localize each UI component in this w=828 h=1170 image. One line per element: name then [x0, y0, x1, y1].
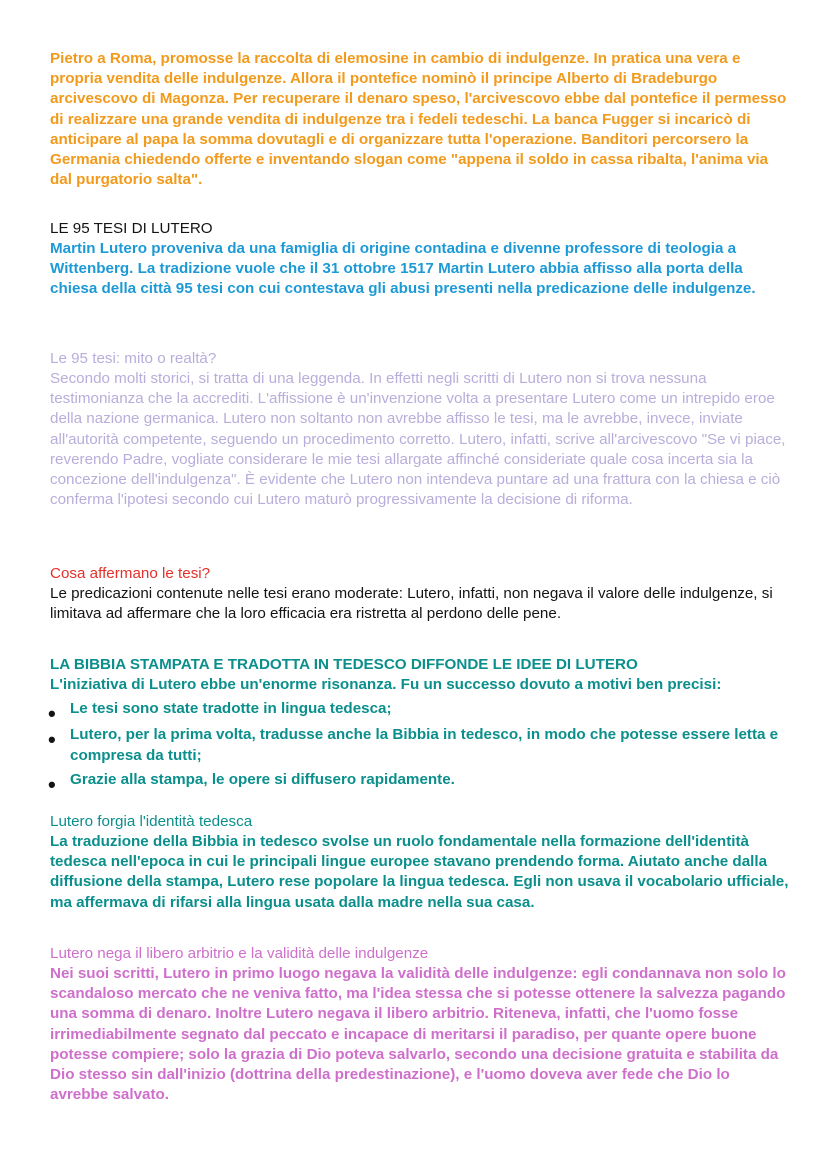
- list-item-text: Grazie alla stampa, le opere si diffusero rapidamente.: [70, 770, 455, 788]
- tesi-heading: LE 95 TESI DI LUTERO: [50, 220, 213, 237]
- affermano-heading: Cosa affermano le tesi?: [50, 565, 211, 582]
- tesi-section: [50, 219, 790, 300]
- mito-paragraph: Secondo molti storici, si tratta di una leggenda. In effetti negli scritti di Lutero non si trova nessuna testimonianza che la accrediti. L'affissione è un'invenzione volta a presentare Lutero come un intrepido eroe della nazione germanica. Lutero non soltanto non avrebbe affisso le tesi, ma le avrebbe, invece, inviate all'autorità competente, seguendo un procedimento corretto. Lutero, infatti, scrive all'arcivescovo "Se vi piace, reverendo Padre, vogliate considerare le mie tesi allargate affinché consideriate quale cosa incerta sia la concezione dell'indulgenza". È evidente che Lutero non intendeva puntare ad una frattura con la chiesa e ciò conferma l'ipotesi secondo cui Lutero maturò progressivamente la decisione di riforma.: [50, 370, 786, 509]
- bullet-icon: •: [48, 771, 56, 797]
- list-item: [48, 699, 790, 727]
- list-item-text: Lutero, per la prima volta, tradusse anche la Bibbia in tedesco, in modo che potesse essere letta e compresa da tutti;: [70, 726, 779, 764]
- identita-heading: Lutero forgia l'identità tedesca: [50, 813, 253, 830]
- tesi-paragraph: Martin Lutero proveniva da una famiglia di origine contadina e divenne professore di teologia a Wittenberg. La tradizione vuole che il 31 ottobre 1517 Martin Lutero abbia affisso alla porta della chiesa della città 95 tesi con cui contestava gli abusi presenti nella predicazione delle indulgenze.: [50, 240, 756, 298]
- identita-section: [50, 812, 790, 913]
- identita-paragraph: La traduzione della Bibbia in tedesco svolse un ruolo fondamentale nella formazione dell'identità tedesca nell'epoca in cui le principali lingue europee stavano prendendo forma. Aiutato anche dalla diffusione della stampa, Lutero rese popolare la lingua tedesca. Egli non usava il vocabolario ufficiale, ma affermava di rifarsi alla lingua usata dalla madre nella sua casa.: [50, 833, 789, 911]
- arbitrio-heading: Lutero nega il libero arbitrio e la validità delle indulgenze: [50, 945, 429, 962]
- bibbia-bullet-list: [48, 699, 790, 797]
- arbitrio-section: [50, 944, 790, 1105]
- bibbia-section: [48, 655, 790, 797]
- bibbia-paragraph: L'iniziativa di Lutero ebbe un'enorme risonanza. Fu un successo dovuto a motivi ben precisi:: [50, 676, 722, 693]
- bibbia-heading: LA BIBBIA STAMPATA E TRADOTTA IN TEDESCO DIFFONDE LE IDEE DI LUTERO: [50, 656, 638, 673]
- mito-section: [50, 349, 790, 510]
- mito-heading: Le 95 tesi: mito o realtà?: [50, 350, 217, 367]
- list-item: [50, 725, 790, 765]
- bullet-icon: •: [48, 727, 56, 753]
- arbitrio-paragraph: Nei suoi scritti, Lutero in primo luogo negava la validità delle indulgenze: egli condannava non solo lo scandaloso mercato che ne veniva fatto, ma l'idea stessa che si potesse ottenere la salvezza pagando una somma di denaro. Inoltre Lutero negava il libero arbitrio. Riteneva, infatti, che l'uomo fosse irrimediabilmente segnato dal peccato e incapace di meritarsi il paradiso, per quante opere buone potesse compiere; solo la grazia di Dio poteva salvarlo, secondo una decisione gratuita e stabilita da Dio stesso sin dall'inizio (dottrina della predestinazione), e l'uomo doveva aver fede che Dio lo avrebbe salvato.: [50, 965, 786, 1104]
- affermano-paragraph: Le predicazioni contenute nelle tesi erano moderate: Lutero, infatti, non negava il valore delle indulgenze, si limitava ad affermare che la loro efficacia era ristretta al perdono delle pene.: [50, 585, 773, 623]
- intro-paragraph: Pietro a Roma, promosse la raccolta di elemosine in cambio di indulgenze. In pratica una vera e propria vendita delle indulgenze. Allora il pontefice nominò il principe Alberto di Bradeburgo arcivescovo di Magonza. Per recuperare il denaro speso, l'arcivescovo ebbe dal pontefice il permesso di realizzare una grande vendita di indulgenze tra i fedeli tedeschi. La banca Fugger si incaricò di anticipare al papa la somma dovutagli e di organizzare tutta l'operazione. Banditori percorsero la Germania chiedendo offerte e inventando slogan come "appena il soldo in cassa ribalta, l'anima via dal purgatorio salta".: [50, 50, 787, 189]
- affermano-section: [50, 564, 790, 624]
- list-item: [48, 770, 790, 797]
- bullet-icon: •: [48, 701, 56, 727]
- intro-section: [50, 49, 790, 190]
- list-item-text: Le tesi sono state tradotte in lingua tedesca;: [70, 700, 392, 718]
